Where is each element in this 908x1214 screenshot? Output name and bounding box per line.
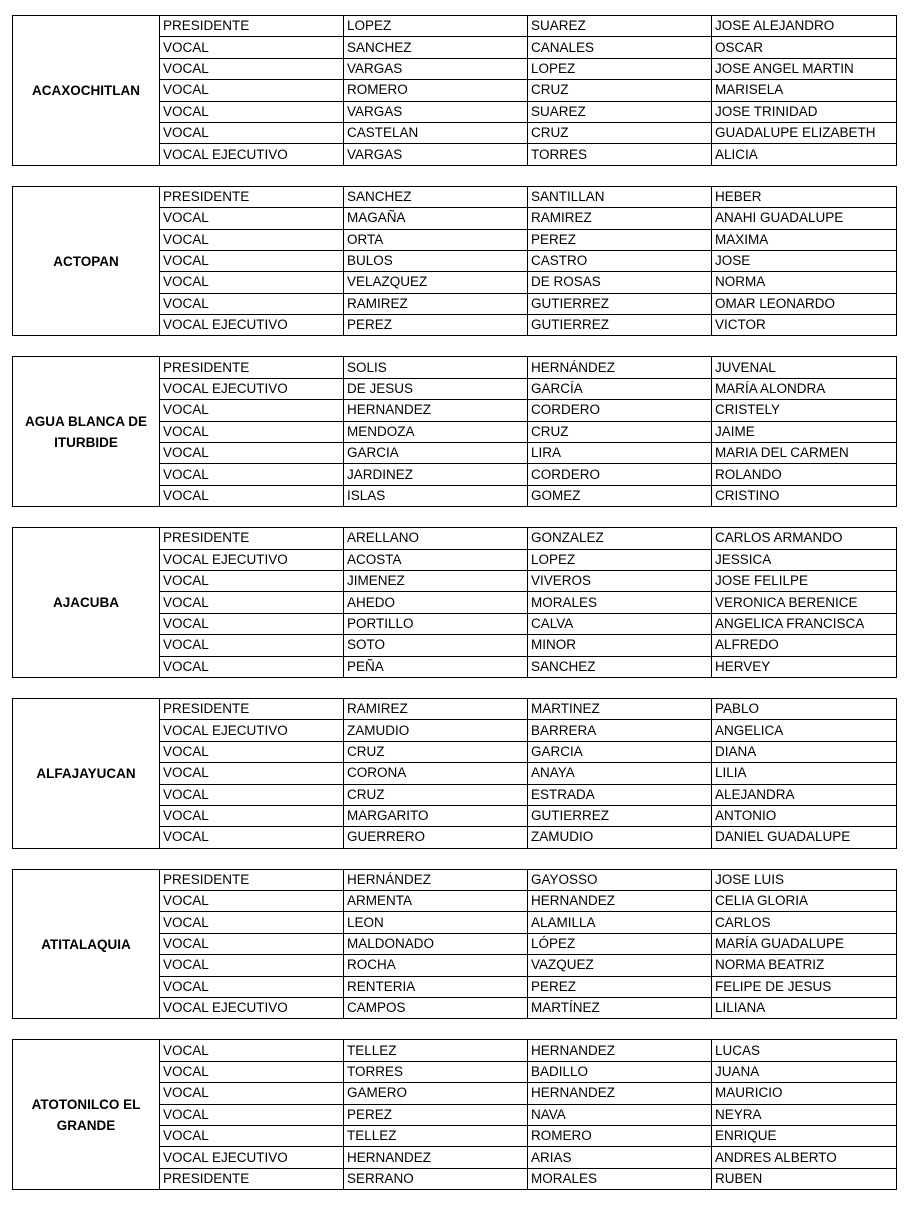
apellido-materno-cell: SUAREZ xyxy=(528,16,712,37)
apellido-paterno-cell: ARMENTA xyxy=(344,891,528,912)
cargo-cell: VOCAL xyxy=(160,272,344,293)
apellido-materno-cell: BADILLO xyxy=(528,1061,712,1082)
cargo-cell: PRESIDENTE xyxy=(160,1168,344,1189)
apellido-paterno-cell: TELLEZ xyxy=(344,1125,528,1146)
cargo-cell: VOCAL xyxy=(160,1125,344,1146)
apellido-paterno-cell: HERNANDEZ xyxy=(344,1147,528,1168)
apellido-materno-cell: HERNÁNDEZ xyxy=(528,357,712,378)
cargo-cell: VOCAL xyxy=(160,1104,344,1125)
cargo-cell: VOCAL xyxy=(160,229,344,250)
cargo-cell: VOCAL EJECUTIVO xyxy=(160,144,344,165)
apellido-paterno-cell: MENDOZA xyxy=(344,421,528,442)
nombre-cell: NEYRA xyxy=(712,1104,897,1125)
apellido-paterno-cell: VELAZQUEZ xyxy=(344,272,528,293)
cargo-cell: VOCAL xyxy=(160,37,344,58)
apellido-paterno-cell: TORRES xyxy=(344,1061,528,1082)
cargo-cell: VOCAL xyxy=(160,1061,344,1082)
cargo-cell: PRESIDENTE xyxy=(160,186,344,207)
nombre-cell: ANDRES ALBERTO xyxy=(712,1147,897,1168)
cargo-cell: VOCAL xyxy=(160,827,344,848)
apellido-paterno-cell: TELLEZ xyxy=(344,1040,528,1061)
cargo-cell: VOCAL xyxy=(160,741,344,762)
nombre-cell: OSCAR xyxy=(712,37,897,58)
apellido-materno-cell: SANCHEZ xyxy=(528,656,712,677)
apellido-materno-cell: SUAREZ xyxy=(528,101,712,122)
nombre-cell: MARISELA xyxy=(712,80,897,101)
apellido-materno-cell: GOMEZ xyxy=(528,485,712,506)
cargo-cell: PRESIDENTE xyxy=(160,869,344,890)
apellido-paterno-cell: ORTA xyxy=(344,229,528,250)
apellido-materno-cell: PEREZ xyxy=(528,976,712,997)
municipality-name: ACTOPAN xyxy=(13,186,160,336)
apellido-materno-cell: NAVA xyxy=(528,1104,712,1125)
nombre-cell: MARÍA ALONDRA xyxy=(712,378,897,399)
municipality-name: ACAXOCHITLAN xyxy=(13,16,160,166)
apellido-materno-cell: MINOR xyxy=(528,635,712,656)
nombre-cell: OMAR LEONARDO xyxy=(712,293,897,314)
cargo-cell: VOCAL xyxy=(160,976,344,997)
apellido-materno-cell: HERNANDEZ xyxy=(528,891,712,912)
apellido-paterno-cell: PEÑA xyxy=(344,656,528,677)
municipality-name: ATOTONILCO EL GRANDE xyxy=(13,1040,160,1190)
table-row xyxy=(13,528,897,549)
apellido-materno-cell: CANALES xyxy=(528,37,712,58)
municipality-block xyxy=(12,15,897,166)
cargo-cell: VOCAL xyxy=(160,464,344,485)
cargo-cell: VOCAL xyxy=(160,955,344,976)
cargo-cell: VOCAL EJECUTIVO xyxy=(160,998,344,1019)
cargo-cell: VOCAL xyxy=(160,208,344,229)
cargo-cell: VOCAL xyxy=(160,805,344,826)
apellido-paterno-cell: PEREZ xyxy=(344,315,528,336)
apellido-materno-cell: RAMIREZ xyxy=(528,208,712,229)
apellido-paterno-cell: GAMERO xyxy=(344,1083,528,1104)
nombre-cell: CRISTINO xyxy=(712,485,897,506)
nombre-cell: MARÍA GUADALUPE xyxy=(712,933,897,954)
cargo-cell: VOCAL xyxy=(160,443,344,464)
apellido-paterno-cell: ROCHA xyxy=(344,955,528,976)
nombre-cell: ROLANDO xyxy=(712,464,897,485)
nombre-cell: CARLOS ARMANDO xyxy=(712,528,897,549)
apellido-paterno-cell: LOPEZ xyxy=(344,16,528,37)
cargo-cell: PRESIDENTE xyxy=(160,698,344,719)
cargo-cell: VOCAL EJECUTIVO xyxy=(160,720,344,741)
cargo-cell: VOCAL xyxy=(160,635,344,656)
nombre-cell: ENRIQUE xyxy=(712,1125,897,1146)
nombre-cell: MAXIMA xyxy=(712,229,897,250)
apellido-paterno-cell: ROMERO xyxy=(344,80,528,101)
apellido-materno-cell: HERNANDEZ xyxy=(528,1083,712,1104)
apellido-paterno-cell: ACOSTA xyxy=(344,549,528,570)
apellido-materno-cell: HERNANDEZ xyxy=(528,1040,712,1061)
municipality-name: ALFAJAYUCAN xyxy=(13,698,160,848)
apellido-paterno-cell: GUERRERO xyxy=(344,827,528,848)
nombre-cell: FELIPE DE JESUS xyxy=(712,976,897,997)
apellido-paterno-cell: MAGAÑA xyxy=(344,208,528,229)
apellido-paterno-cell: VARGAS xyxy=(344,101,528,122)
apellido-materno-cell: VAZQUEZ xyxy=(528,955,712,976)
apellido-materno-cell: GUTIERREZ xyxy=(528,315,712,336)
apellido-materno-cell: VIVEROS xyxy=(528,570,712,591)
table-row xyxy=(13,186,897,207)
apellido-materno-cell: GARCÍA xyxy=(528,378,712,399)
nombre-cell: VICTOR xyxy=(712,315,897,336)
apellido-materno-cell: PEREZ xyxy=(528,229,712,250)
nombre-cell: MAURICIO xyxy=(712,1083,897,1104)
apellido-paterno-cell: SERRANO xyxy=(344,1168,528,1189)
table-row xyxy=(13,869,897,890)
apellido-paterno-cell: RENTERIA xyxy=(344,976,528,997)
nombre-cell: CELIA GLORIA xyxy=(712,891,897,912)
nombre-cell: CRISTELY xyxy=(712,400,897,421)
cargo-cell: VOCAL EJECUTIVO xyxy=(160,315,344,336)
nombre-cell: HERVEY xyxy=(712,656,897,677)
nombre-cell: LILIANA xyxy=(712,998,897,1019)
apellido-materno-cell: GARCIA xyxy=(528,741,712,762)
nombre-cell: NORMA BEATRIZ xyxy=(712,955,897,976)
apellido-paterno-cell: HERNÁNDEZ xyxy=(344,869,528,890)
cargo-cell: VOCAL xyxy=(160,763,344,784)
apellido-materno-cell: LIRA xyxy=(528,443,712,464)
municipality-tables xyxy=(12,15,896,1210)
table-row xyxy=(13,357,897,378)
municipality-block xyxy=(12,869,897,1020)
apellido-materno-cell: BARRERA xyxy=(528,720,712,741)
cargo-cell: VOCAL xyxy=(160,58,344,79)
nombre-cell: JAIME xyxy=(712,421,897,442)
nombre-cell: LUCAS xyxy=(712,1040,897,1061)
cargo-cell: VOCAL xyxy=(160,400,344,421)
apellido-materno-cell: LOPEZ xyxy=(528,549,712,570)
cargo-cell: PRESIDENTE xyxy=(160,357,344,378)
apellido-paterno-cell: BULOS xyxy=(344,250,528,271)
apellido-paterno-cell: SOTO xyxy=(344,635,528,656)
municipality-block xyxy=(12,527,897,678)
cargo-cell: PRESIDENTE xyxy=(160,16,344,37)
cargo-cell: VOCAL xyxy=(160,912,344,933)
apellido-materno-cell: CRUZ xyxy=(528,421,712,442)
table-row xyxy=(13,16,897,37)
nombre-cell: JOSE ALEJANDRO xyxy=(712,16,897,37)
cargo-cell: VOCAL xyxy=(160,613,344,634)
nombre-cell: JESSICA xyxy=(712,549,897,570)
cargo-cell: VOCAL xyxy=(160,101,344,122)
cargo-cell: VOCAL xyxy=(160,1040,344,1061)
apellido-paterno-cell: RAMIREZ xyxy=(344,293,528,314)
apellido-paterno-cell: HERNANDEZ xyxy=(344,400,528,421)
apellido-paterno-cell: CRUZ xyxy=(344,741,528,762)
apellido-paterno-cell: CORONA xyxy=(344,763,528,784)
apellido-paterno-cell: MALDONADO xyxy=(344,933,528,954)
apellido-materno-cell: CORDERO xyxy=(528,400,712,421)
nombre-cell: CARLOS xyxy=(712,912,897,933)
table-row xyxy=(13,698,897,719)
nombre-cell: ALEJANDRA xyxy=(712,784,897,805)
apellido-paterno-cell: CASTELAN xyxy=(344,122,528,143)
nombre-cell: MARIA DEL CARMEN xyxy=(712,443,897,464)
apellido-paterno-cell: VARGAS xyxy=(344,144,528,165)
apellido-paterno-cell: LEON xyxy=(344,912,528,933)
apellido-materno-cell: GUTIERREZ xyxy=(528,805,712,826)
apellido-paterno-cell: ARELLANO xyxy=(344,528,528,549)
apellido-paterno-cell: MARGARITO xyxy=(344,805,528,826)
apellido-materno-cell: ANAYA xyxy=(528,763,712,784)
nombre-cell: ALFREDO xyxy=(712,635,897,656)
apellido-paterno-cell: RAMIREZ xyxy=(344,698,528,719)
apellido-paterno-cell: CRUZ xyxy=(344,784,528,805)
cargo-cell: VOCAL xyxy=(160,784,344,805)
apellido-paterno-cell: SANCHEZ xyxy=(344,37,528,58)
apellido-materno-cell: CORDERO xyxy=(528,464,712,485)
apellido-paterno-cell: JARDINEZ xyxy=(344,464,528,485)
apellido-paterno-cell: GARCIA xyxy=(344,443,528,464)
nombre-cell: ANGELICA xyxy=(712,720,897,741)
nombre-cell: JUVENAL xyxy=(712,357,897,378)
nombre-cell: GUADALUPE ELIZABETH xyxy=(712,122,897,143)
nombre-cell: PABLO xyxy=(712,698,897,719)
apellido-paterno-cell: CAMPOS xyxy=(344,998,528,1019)
apellido-materno-cell: ROMERO xyxy=(528,1125,712,1146)
apellido-materno-cell: GUTIERREZ xyxy=(528,293,712,314)
apellido-materno-cell: CRUZ xyxy=(528,80,712,101)
apellido-materno-cell: LÓPEZ xyxy=(528,933,712,954)
apellido-materno-cell: GAYOSSO xyxy=(528,869,712,890)
nombre-cell: LILIA xyxy=(712,763,897,784)
nombre-cell: NORMA xyxy=(712,272,897,293)
apellido-paterno-cell: VARGAS xyxy=(344,58,528,79)
apellido-paterno-cell: ISLAS xyxy=(344,485,528,506)
apellido-paterno-cell: PEREZ xyxy=(344,1104,528,1125)
cargo-cell: VOCAL xyxy=(160,891,344,912)
municipality-block xyxy=(12,186,897,337)
municipality-name: AGUA BLANCA DE ITURBIDE xyxy=(13,357,160,507)
apellido-materno-cell: SANTILLAN xyxy=(528,186,712,207)
apellido-paterno-cell: ZAMUDIO xyxy=(344,720,528,741)
apellido-paterno-cell: AHEDO xyxy=(344,592,528,613)
cargo-cell: VOCAL EJECUTIVO xyxy=(160,378,344,399)
nombre-cell: JOSE ANGEL MARTIN xyxy=(712,58,897,79)
municipality-name: ATITALAQUIA xyxy=(13,869,160,1019)
apellido-materno-cell: TORRES xyxy=(528,144,712,165)
apellido-materno-cell: MORALES xyxy=(528,1168,712,1189)
cargo-cell: VOCAL xyxy=(160,570,344,591)
cargo-cell: VOCAL EJECUTIVO xyxy=(160,1147,344,1168)
cargo-cell: PRESIDENTE xyxy=(160,528,344,549)
nombre-cell: RUBEN xyxy=(712,1168,897,1189)
cargo-cell: VOCAL xyxy=(160,485,344,506)
cargo-cell: VOCAL xyxy=(160,80,344,101)
municipality-block xyxy=(12,698,897,849)
apellido-materno-cell: ESTRADA xyxy=(528,784,712,805)
apellido-materno-cell: DE ROSAS xyxy=(528,272,712,293)
apellido-paterno-cell: DE JESUS xyxy=(344,378,528,399)
cargo-cell: VOCAL EJECUTIVO xyxy=(160,549,344,570)
cargo-cell: VOCAL xyxy=(160,293,344,314)
nombre-cell: ANAHI GUADALUPE xyxy=(712,208,897,229)
municipality-block xyxy=(12,1039,897,1190)
apellido-materno-cell: CRUZ xyxy=(528,122,712,143)
nombre-cell: JOSE xyxy=(712,250,897,271)
apellido-paterno-cell: JIMENEZ xyxy=(344,570,528,591)
apellido-paterno-cell: SANCHEZ xyxy=(344,186,528,207)
nombre-cell: VERONICA BERENICE xyxy=(712,592,897,613)
cargo-cell: VOCAL xyxy=(160,933,344,954)
apellido-materno-cell: MARTINEZ xyxy=(528,698,712,719)
municipality-block xyxy=(12,356,897,507)
nombre-cell: ALICIA xyxy=(712,144,897,165)
municipality-name: AJACUBA xyxy=(13,528,160,678)
table-row xyxy=(13,1040,897,1061)
apellido-materno-cell: ALAMILLA xyxy=(528,912,712,933)
cargo-cell: VOCAL xyxy=(160,421,344,442)
nombre-cell: JOSE LUIS xyxy=(712,869,897,890)
nombre-cell: HEBER xyxy=(712,186,897,207)
nombre-cell: ANTONIO xyxy=(712,805,897,826)
apellido-materno-cell: ARIAS xyxy=(528,1147,712,1168)
nombre-cell: ANGELICA FRANCISCA xyxy=(712,613,897,634)
apellido-materno-cell: GONZALEZ xyxy=(528,528,712,549)
nombre-cell: JOSE TRINIDAD xyxy=(712,101,897,122)
cargo-cell: VOCAL xyxy=(160,656,344,677)
nombre-cell: DANIEL GUADALUPE xyxy=(712,827,897,848)
cargo-cell: VOCAL xyxy=(160,592,344,613)
apellido-materno-cell: CALVA xyxy=(528,613,712,634)
nombre-cell: JUANA xyxy=(712,1061,897,1082)
nombre-cell: DIANA xyxy=(712,741,897,762)
cargo-cell: VOCAL xyxy=(160,250,344,271)
apellido-materno-cell: MARTÍNEZ xyxy=(528,998,712,1019)
apellido-paterno-cell: SOLIS xyxy=(344,357,528,378)
apellido-materno-cell: LOPEZ xyxy=(528,58,712,79)
apellido-paterno-cell: PORTILLO xyxy=(344,613,528,634)
cargo-cell: VOCAL xyxy=(160,1083,344,1104)
cargo-cell: VOCAL xyxy=(160,122,344,143)
apellido-materno-cell: ZAMUDIO xyxy=(528,827,712,848)
apellido-materno-cell: MORALES xyxy=(528,592,712,613)
nombre-cell: JOSE FELILPE xyxy=(712,570,897,591)
apellido-materno-cell: CASTRO xyxy=(528,250,712,271)
